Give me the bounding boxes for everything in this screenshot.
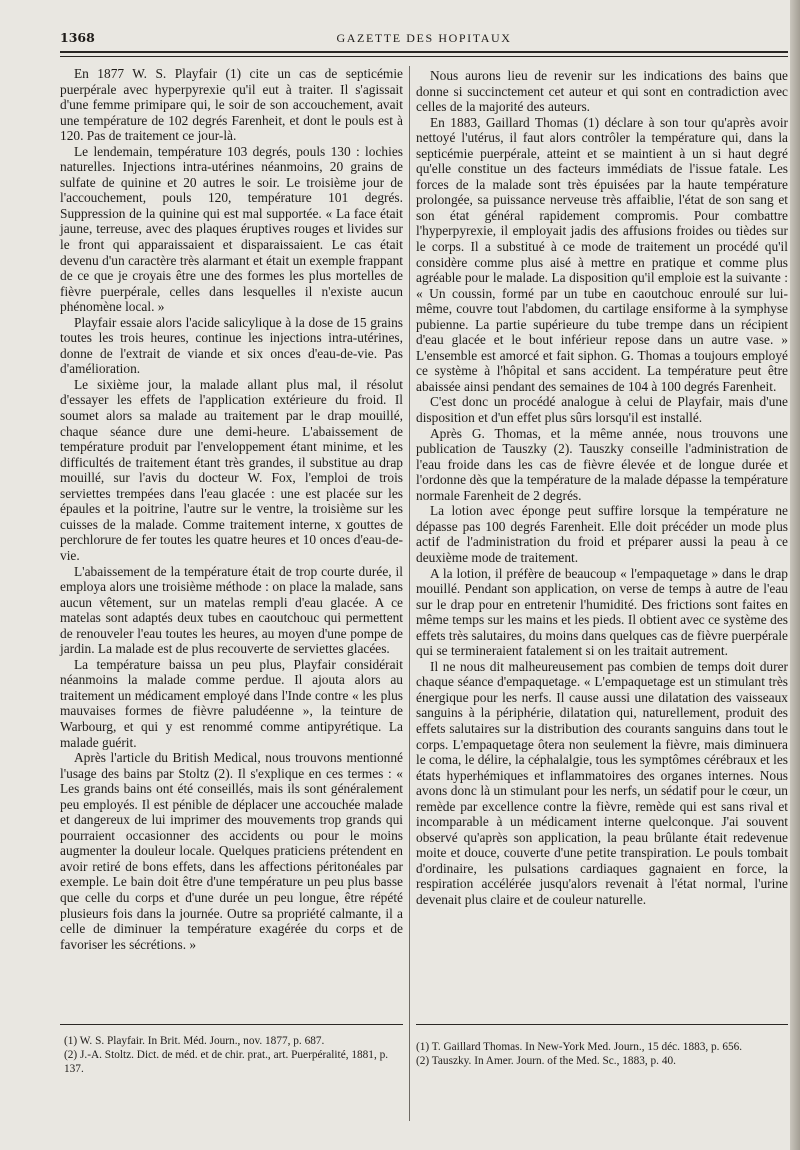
footnote: (2) Tauszky. In Amer. Journ. of the Med. Sc., 1883, p. 40. <box>416 1055 676 1067</box>
header-rule-thin <box>60 56 788 57</box>
footnote: (1) T. Gaillard Thomas. In New-York Med. Journ., 15 déc. 1883, p. 656. <box>416 1041 743 1053</box>
left-paragraph-6: La température baissa un peu plus, Playfair considérait néanmoins la malade comme perdue. Il ajouta alors au traitement un médicament employé dans l'Inde contre « les plus mauvaises formes de fièvre paludéenne », la teinture de Warbourg, et qui y est renommé comme antipyrétique. La malade guérit. <box>60 656 403 750</box>
right-footnote-rule <box>416 1024 788 1025</box>
footnote: (2) J.-A. Stoltz. Dict. de méd. et de chir. prat., art. Puerpéralité, 1881, p. 137. <box>64 1049 389 1075</box>
footnote: (1) W. S. Playfair. In Brit. Méd. Journ., nov. 1877, p. 687. <box>64 1035 325 1047</box>
right-paragraph-1: Nous aurons lieu de revenir sur les indications des bains que donne si succinctement cet auteur et qui sont en contradiction avec celles de la majorité des auteurs. <box>416 68 788 115</box>
column-divider <box>409 66 410 1121</box>
right-paragraph-4: Après G. Thomas, et la même année, nous trouvons une publication de Tauszky (2). Tauszky conseille l'administration de l'eau froide dans les cas de fièvre élevée et de longue durée et l'ordonne dès que la température de la malade dépasse la température normale Farenheit de 2 degrés. <box>416 425 788 503</box>
left-footnote-rule <box>60 1024 403 1025</box>
header-rule-thick <box>60 51 788 53</box>
right-paragraph-7: Il ne nous dit malheureusement pas combien de temps doit durer chaque séance d'empaquetage. « L'empaquetage est un stimulant très énergique pour les nerfs. Il cause aussi une dilatation des vaisseaux sanguins à la périphérie, dilatation qui, naturellement, produit des effets salutaires sur la distribution des courants sanguins dans tout le corps. L'empaquetage ôtera non seulement la fièvre, mais diminuera le coma, le délire, la céphalalgie, tous les symptômes cérébraux et les états hyperhémiques et inflammatoires des organes internes. Nous avons donc là un stimulant pour les nerfs, un sédatif pour le cœur, un remède par excellence contre la fièvre, remède qui est sans rival et incomparable à un médicament interne quelconque. J'ai souvent observé qu'après son application, la peau brûlante était redevenue moite et douce, couverte d'une petite transpiration. Le pouls tombait d'ordinaire, les pulsations cardiaques gagnaient en force, la respiration accélérée jusqu'alors revenait à l'état normal, l'urine devenait plus claire et de couleur naturelle. <box>416 658 788 907</box>
right-paragraph-5: La lotion avec éponge peut suffire lorsque la température ne dépasse pas 100 degrés Farenheit. Elle doit précéder un mode plus actif de l'administration du froid et préparer aussi la peau à ce deuxième mode de traitement. <box>416 503 788 565</box>
left-paragraph-7: Après l'article du British Medical, nous trouvons mentionné l'usage des bains par Stoltz (2). Il s'explique en ces termes : « Les grands bains ont été conseillés, mais ils sont généralement peu employés. Il est pénible de déplacer une accouchée malade et dangereux de lui imprimer des mouvements trop grands qui pourraient occasionner des accidents ou pour le moins augmenter la douleur locale. Quelques praticiens prétendent en avoir retiré de bons effets, dans les affections péritonéales par exemple. Le bain doit être d'une température un peu plus basse que celle du corps et d'une durée un peu longue, être répété plusieurs fois dans la journée. Outre sa propriété calmante, il a celle de diminuer la température exagérée du corps et de favoriser les sécrétions. » <box>60 750 403 952</box>
right-column <box>416 68 788 908</box>
left-paragraph-5: L'abaissement de la température était de trop courte durée, il employa alors une troisième méthode : on place la malade, sans aucun vêtement, sur un matelas rempli d'eau glacée. A ce matelas sont adaptés deux tubes en caoutchouc qui permettent de renouveler l'eau toutes les heures, au moyen d'une pompe de jardin. La malade est de plus recouverte de serviettes glacées. <box>60 563 403 657</box>
right-footnotes <box>416 1040 788 1068</box>
left-paragraph-1: En 1877 W. S. Playfair (1) cite un cas de septicémie puerpérale avec hyperpyrexie qu'il eut à traiter. Il s'agissait d'une femme primipare qui, le soir de son accouchement, avait une température de 102 degrés Farenheit, et dont le pouls est à 120. Pas de traitement ce jour-là. <box>60 66 403 144</box>
left-paragraph-2: Le lendemain, température 103 degrés, pouls 130 : lochies naturelles. Injections intra-utérines néanmoins, 20 grains de sulfate de quinine et 20 autres le soir. Le troisième jour de l'accouchement, pouls 120, température 101 degrés. Suppression de la quinine qui est mal supportée. « La face était jaune, terreuse, avec des plaques éruptives rouges et livides sur le front qui apparaissaient et disparaissaient. Le cas était devenu d'un caractère très alarmant et était un exemple frappant de ce que je croyais être une des formes les plus mortelles de fièvre puerpérale, celles dans lesquelles il n'existe aucun phénomène local. » <box>60 143 403 315</box>
left-paragraph-4: Le sixième jour, la malade allant plus mal, il résolut d'essayer les effets de l'application extérieure du froid. Il soumet alors sa malade au traitement par le drap mouillé, chaque séance dure une demi-heure. L'abaissement de température produit par l'enveloppement étant minime, et les difficultés de traitement étant très grandes, il substitue au drap mouillé, sur l'avis du docteur W. Fox, l'emploi de trois serviettes trempées dans l'eau glacée : une est placée sur les épaules et la poitrine, l'autre sur le ventre, la troisième sur les cuisses de la malade. Comme traitement interne, x gouttes de perchlorure de fer toutes les quatre heures et 10 onces d'eau-de-vie. <box>60 376 403 563</box>
journal-title: GAZETTE DES HOPITAUX <box>336 31 512 45</box>
page-number: 1368 <box>60 30 95 45</box>
page-edge <box>790 0 800 1150</box>
right-paragraph-3: C'est donc un procédé analogue à celui de Playfair, mais d'une disposition et d'un effet plus sûrs lorsqu'il est installé. <box>416 394 788 426</box>
left-column <box>60 66 403 952</box>
page-header <box>60 30 788 50</box>
right-paragraph-6: A la lotion, il préfère de beaucoup « l'empaquetage » dans le drap mouillé. Pendant son application, on verse de temps à autre de l'eau sur le drap pour en entretenir l'humidité. Des frictions sont faites en même temps sur les mains et les pieds. Il obtient avec ce système des effets très salutaires, du moins dans quelques cas de fièvre puerpérale qui se termineraient fatalement si on les traitait autrement. <box>416 565 788 659</box>
left-footnotes <box>64 1034 403 1076</box>
right-paragraph-2: En 1883, Gaillard Thomas (1) déclare à son tour qu'après avoir nettoyé l'utérus, il faut alors contrôler la température qui, dans la septicémie puerpérale, atteint et se maintient à un si haut degré qu'elle constitue un des facteurs immédiats de l'issue fatale. Les forces de la malade sont très épuisées par la haute température prolongée, sa puissance nerveuse très affaiblie, l'état de son sang et son état général rapidement compromis. Pour combattre l'hyperpyrexie, il employait jadis des affusions froides ou tièdes sur le corps. Il a substitué à ce mode de traitement un procédé qu'il considère comme plus aisé à mettre en pratique et comme plus agréable pour le malade. La disposition qu'il emploie est la suivante : « Un coussin, formé par un tube en caoutchouc enroulé sur lui-même, couvre tout l'abdomen, du cartilage ensiforme à la symphyse pubienne. La partie supérieure du tube trempe dans un récipient d'eau glacée et le bout inférieur repose dans un autre vase. » L'ensemble est amorcé et fait siphon. G. Thomas a toujours employé ce système à l'hôpital et sans accident. La température peut être abaissée ainsi pendant des semaines de 104 à 100 degrés Farenheit. <box>416 114 788 394</box>
left-paragraph-3: Playfair essaie alors l'acide salicylique à la dose de 15 grains toutes les trois heures, continue les injections intra-utérines, donne de l'extrait de viande et six onces d'eau-de-vie. Pas d'amélioration. <box>60 314 403 377</box>
